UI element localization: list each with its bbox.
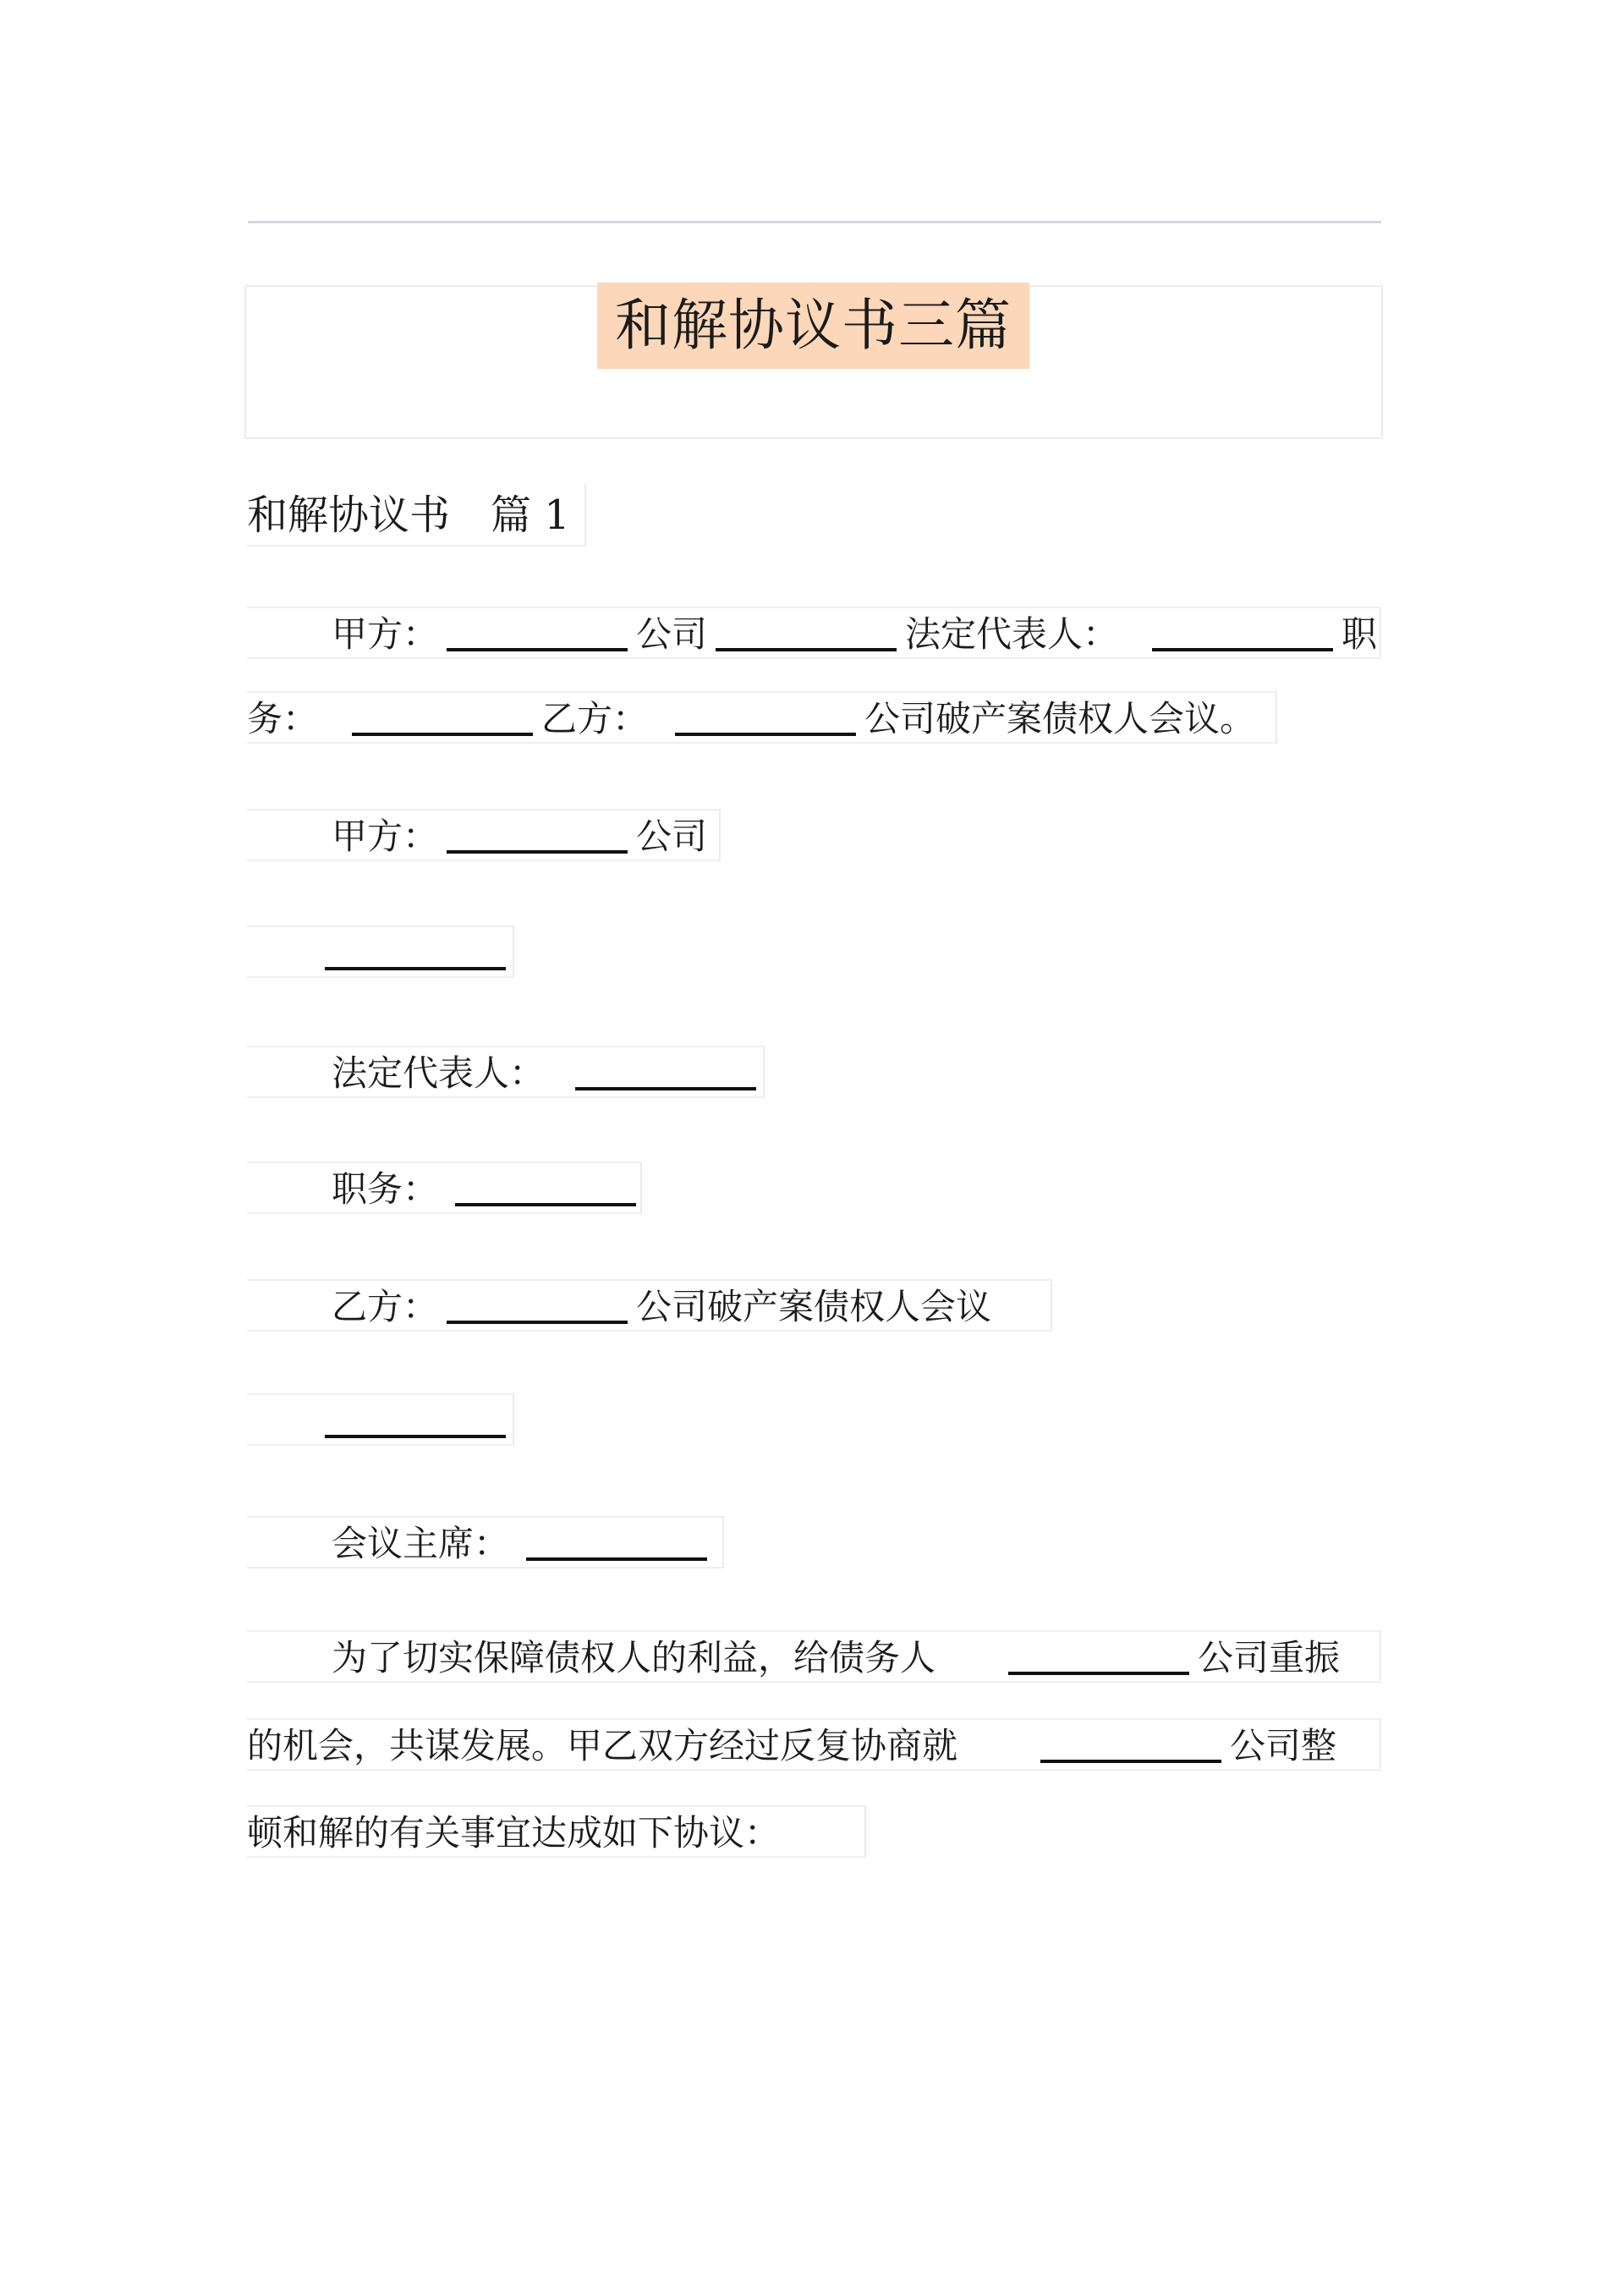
parties-summary-line-2 xyxy=(247,691,1277,744)
party-a-extra-line xyxy=(247,926,514,978)
section-heading-title: 和解协议书 xyxy=(247,492,451,539)
legal-rep-label: 法定代表人： xyxy=(905,613,1119,655)
party-b-extra-line xyxy=(247,1393,514,1446)
chair-field-label: 会议主席： xyxy=(332,1523,510,1564)
parties-summary-line-1 xyxy=(247,607,1381,659)
position-field-label: 职务： xyxy=(332,1168,439,1210)
party-a-label: 甲方： xyxy=(332,613,439,655)
position-label-start: 职 xyxy=(1341,613,1378,655)
intro-line-2-text: 的机会，共谋发展。甲乙双方经过反复协商就 xyxy=(247,1725,958,1766)
party-a-field-blank[interactable] xyxy=(447,820,628,854)
intro-line-3-text: 顿和解的有关事宜达成如下协议： xyxy=(247,1812,781,1854)
legal-rep-field-blank[interactable] xyxy=(575,1057,756,1090)
section-heading-number: 篇 1 xyxy=(491,492,570,539)
section-heading xyxy=(247,484,586,547)
legal-rep-field-label: 法定代表人： xyxy=(332,1052,546,1094)
intro-line-1-suffix: 公司重振 xyxy=(1198,1637,1341,1678)
reorganized-company-blank[interactable] xyxy=(1040,1729,1221,1763)
party-a-field-suffix: 公司 xyxy=(636,816,708,857)
document-title: 和解协议书三篇 xyxy=(597,283,1029,369)
party-a-extra-blank[interactable] xyxy=(325,937,506,970)
party-a-field-label: 甲方： xyxy=(332,816,439,857)
chair-field-blank[interactable] xyxy=(526,1527,707,1561)
party-a-company-blank[interactable] xyxy=(716,618,897,651)
party-b-field-blank[interactable] xyxy=(447,1290,628,1324)
position-field-blank[interactable] xyxy=(455,1173,636,1206)
legal-rep-field-line xyxy=(247,1046,765,1098)
party-b-label: 乙方： xyxy=(541,698,649,739)
position-field-line xyxy=(247,1162,642,1214)
position-blank[interactable] xyxy=(352,702,533,736)
top-rule xyxy=(248,221,1381,223)
party-b-name-blank[interactable] xyxy=(675,702,856,736)
legal-rep-blank[interactable] xyxy=(1152,618,1333,651)
party-a-name-blank[interactable] xyxy=(447,618,628,651)
position-label-end: 务： xyxy=(247,698,319,739)
debtor-company-blank[interactable] xyxy=(1008,1641,1189,1675)
party-b-suffix: 公司破产案债权人会议。 xyxy=(864,698,1256,739)
intro-paragraph-line-3 xyxy=(247,1805,866,1858)
party-b-field-label: 乙方： xyxy=(332,1286,439,1327)
intro-line-1-text: 为了切实保障债权人的利益，给债务人 xyxy=(332,1637,936,1678)
intro-line-2-suffix: 公司整 xyxy=(1230,1725,1337,1766)
party-a-field-line xyxy=(247,809,721,861)
party-b-field-suffix: 公司破产案债权人会议 xyxy=(636,1286,992,1327)
party-a-company-suffix: 公司 xyxy=(636,613,708,655)
intro-paragraph-line-1 xyxy=(247,1630,1381,1683)
intro-paragraph-line-2 xyxy=(247,1718,1381,1771)
party-b-field-line xyxy=(247,1279,1052,1332)
party-b-extra-blank[interactable] xyxy=(325,1404,506,1438)
chair-field-line xyxy=(247,1516,724,1568)
